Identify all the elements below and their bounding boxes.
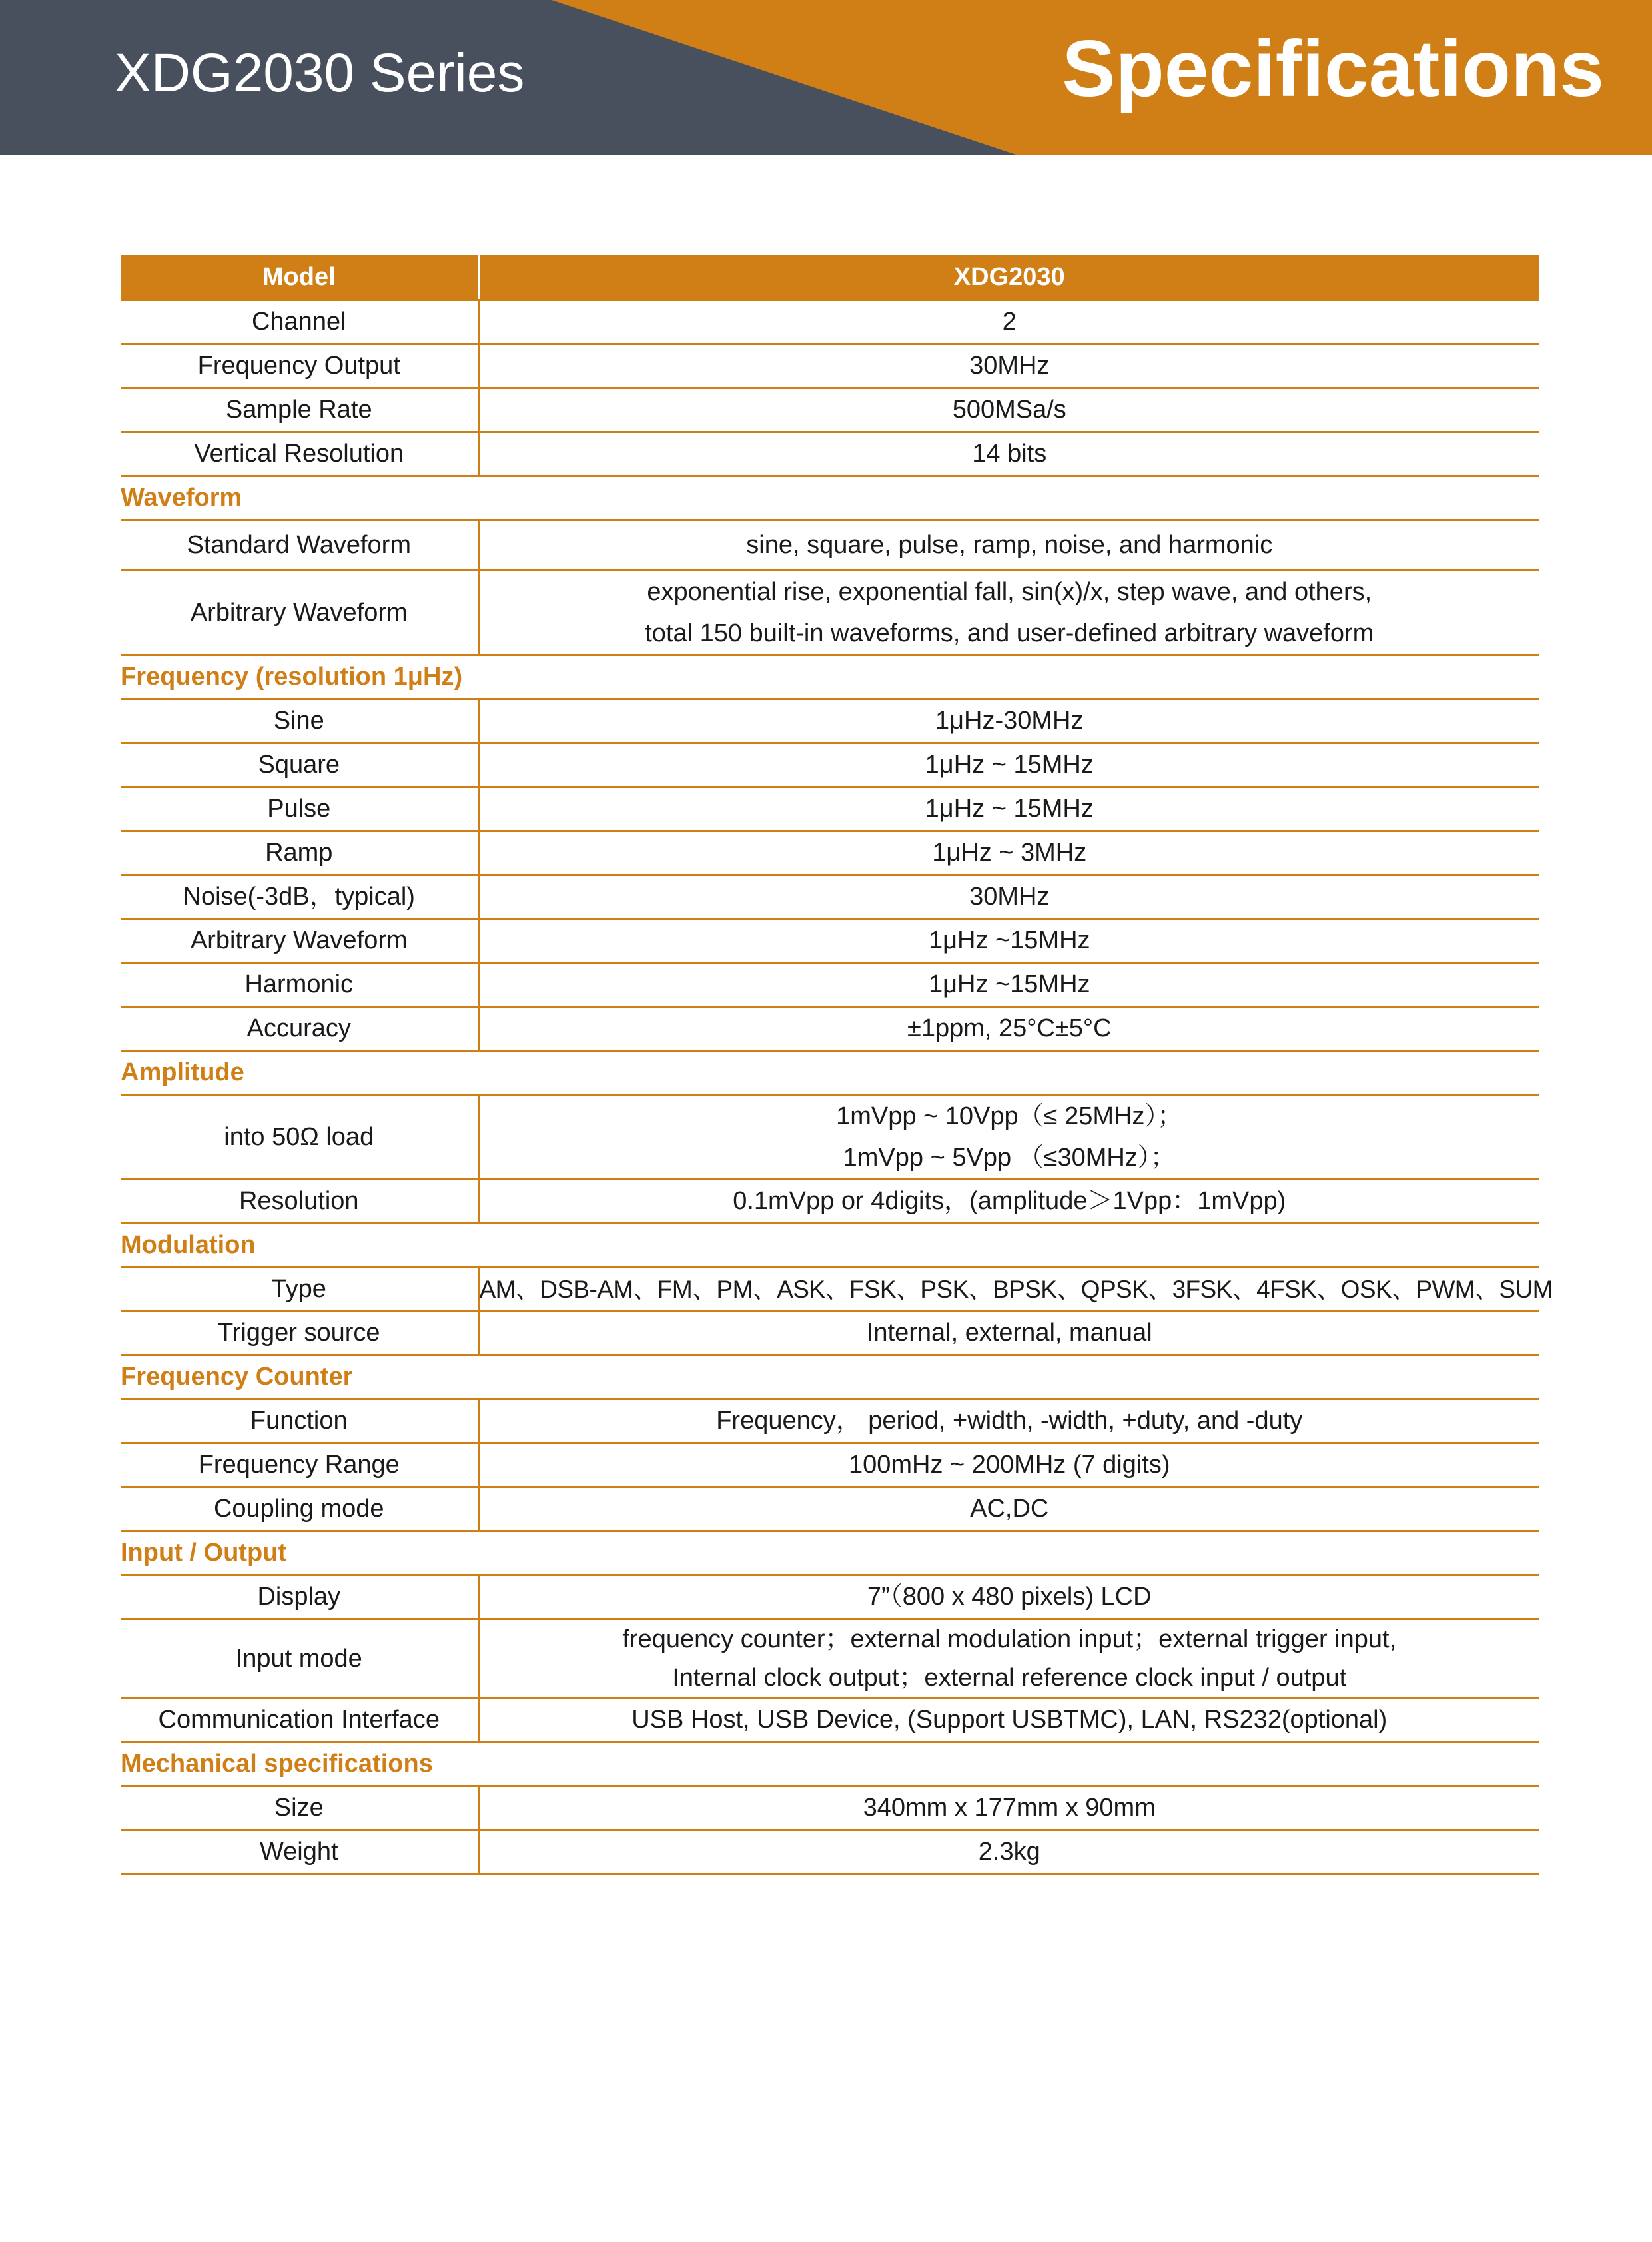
spec-label: Standard Waveform [121, 520, 478, 571]
spec-row-frequency-range [121, 1443, 1539, 1487]
spec-value: Internal, external, manual [478, 1311, 1539, 1355]
spec-value: 0.1mVpp or 4digits，(amplitude＞1Vpp：1mVpp) [478, 1180, 1539, 1224]
spec-label: Frequency Output [121, 344, 478, 388]
spec-label: into 50Ω load [121, 1095, 478, 1180]
spec-value: USB Host, USB Device, (Support USBTMC), LAN, RS232(optional) [478, 1698, 1539, 1742]
spec-row-harmonic [121, 963, 1539, 1007]
spec-value: 14 bits [478, 432, 1539, 476]
spec-row-size [121, 1786, 1539, 1830]
spec-value: 1μHz ~ 3MHz [478, 831, 1539, 875]
spec-row-channel [121, 300, 1539, 344]
spec-value: 2.3kg [478, 1830, 1539, 1874]
spec-label: Display [121, 1575, 478, 1619]
spec-row-arbitrary-waveform [121, 571, 1539, 655]
section-header-amplitude [121, 1051, 1539, 1095]
spec-value: 1μHz ~15MHz [478, 919, 1539, 963]
spec-value: 1μHz ~ 15MHz [478, 787, 1539, 831]
section-title: Input / Output [121, 1531, 1539, 1575]
spec-value: ±1ppm, 25°C±5°C [478, 1007, 1539, 1051]
spec-row-frequency-output [121, 344, 1539, 388]
spec-value: 2 [478, 300, 1539, 344]
spec-value-line: 1mVpp ~ 10Vpp（≤ 25MHz）； [836, 1102, 1183, 1130]
spec-value-line: frequency counter；external modulation input；external trigger input, [622, 1625, 1397, 1653]
spec-row-arbitrary-frequency [121, 919, 1539, 963]
header-label: Model [121, 255, 478, 300]
spec-value: 1μHz ~15MHz [478, 963, 1539, 1007]
spec-value-line: Internal clock output；external reference clock input / output [672, 1664, 1347, 1692]
table-header-row [121, 255, 1539, 300]
spec-label: Resolution [121, 1180, 478, 1224]
spec-label: Sine [121, 699, 478, 743]
spec-row-ramp [121, 831, 1539, 875]
section-header-frequency-counter [121, 1355, 1539, 1399]
spec-row-function [121, 1399, 1539, 1443]
spec-value [478, 571, 1539, 655]
section-title: Waveform [121, 476, 1539, 520]
spec-label: Ramp [121, 831, 478, 875]
spec-value: 30MHz [478, 875, 1539, 919]
spec-label: Accuracy [121, 1007, 478, 1051]
spec-value [478, 1095, 1539, 1180]
spec-value: 30MHz [478, 344, 1539, 388]
spec-value: sine, square, pulse, ramp, noise, and harmonic [478, 520, 1539, 571]
spec-label: Type [121, 1268, 478, 1311]
page-title: Specifications [1062, 24, 1604, 113]
header-value: XDG2030 [478, 255, 1539, 300]
spec-label: Vertical Resolution [121, 432, 478, 476]
spec-row-communication-interface [121, 1698, 1539, 1742]
section-title: Modulation [121, 1224, 1539, 1268]
spec-value [478, 1619, 1539, 1698]
spec-label: Square [121, 743, 478, 787]
spec-value: 1μHz ~ 15MHz [478, 743, 1539, 787]
spec-label: Coupling mode [121, 1487, 478, 1531]
spec-value: 500MSa/s [478, 388, 1539, 432]
section-header-mechanical [121, 1742, 1539, 1786]
section-header-frequency [121, 655, 1539, 699]
spec-label: Sample Rate [121, 388, 478, 432]
spec-value-line: total 150 built-in waveforms, and user-defined arbitrary waveform [645, 619, 1374, 647]
specifications-table [121, 255, 1553, 1875]
spec-value-line: 1mVpp ~ 5Vpp （≤30MHz）； [843, 1144, 1176, 1172]
spec-row-noise [121, 875, 1539, 919]
section-header-modulation [121, 1224, 1539, 1268]
spec-row-square [121, 743, 1539, 787]
spec-row-input-mode [121, 1619, 1539, 1698]
spec-label: Weight [121, 1830, 478, 1874]
spec-label: Function [121, 1399, 478, 1443]
spec-label: Arbitrary Waveform [121, 571, 478, 655]
spec-value: 100mHz ~ 200MHz (7 digits) [478, 1443, 1539, 1487]
spec-row-standard-waveform [121, 520, 1539, 571]
section-title: Mechanical specifications [121, 1742, 1539, 1786]
spec-row-sample-rate [121, 388, 1539, 432]
section-header-waveform [121, 476, 1539, 520]
spec-row-display [121, 1575, 1539, 1619]
section-title: Frequency Counter [121, 1355, 1539, 1399]
spec-row-trigger-source [121, 1311, 1539, 1355]
spec-label: Size [121, 1786, 478, 1830]
spec-value: AC,DC [478, 1487, 1539, 1531]
spec-label: Frequency Range [121, 1443, 478, 1487]
spec-row-weight [121, 1830, 1539, 1874]
spec-value: 1μHz-30MHz [478, 699, 1539, 743]
spec-row-amplitude-resolution [121, 1180, 1539, 1224]
spec-value: AM、DSB-AM、FM、PM、ASK、FSK、PSK、BPSK、QPSK、3FSK、4FSK、OSK、PWM、SUM [478, 1268, 1539, 1311]
spec-label: Trigger source [121, 1311, 478, 1355]
spec-row-load [121, 1095, 1539, 1180]
spec-label: Harmonic [121, 963, 478, 1007]
spec-label: Input mode [121, 1619, 478, 1698]
spec-row-sine [121, 699, 1539, 743]
spec-value-line: exponential rise, exponential fall, sin(x)/x, step wave, and others, [647, 578, 1372, 606]
series-title: XDG2030 Series [115, 43, 525, 103]
spec-label: Pulse [121, 787, 478, 831]
spec-label: Channel [121, 300, 478, 344]
spec-label: Communication Interface [121, 1698, 478, 1742]
spec-row-pulse [121, 787, 1539, 831]
spec-value: Frequency， period, +width, -width, +duty, and -duty [478, 1399, 1539, 1443]
section-title: Amplitude [121, 1051, 1539, 1095]
spec-row-accuracy [121, 1007, 1539, 1051]
spec-value: 340mm x 177mm x 90mm [478, 1786, 1539, 1830]
spec-value: 7”（800 x 480 pixels) LCD [478, 1575, 1539, 1619]
spec-row-modulation-type [121, 1268, 1539, 1311]
header-banner [0, 0, 1652, 155]
spec-label: Noise(-3dB，typical) [121, 875, 478, 919]
spec-label: Arbitrary Waveform [121, 919, 478, 963]
section-title: Frequency (resolution 1μHz) [121, 655, 1539, 699]
spec-row-coupling-mode [121, 1487, 1539, 1531]
spec-row-vertical-resolution [121, 432, 1539, 476]
section-header-input-output [121, 1531, 1539, 1575]
